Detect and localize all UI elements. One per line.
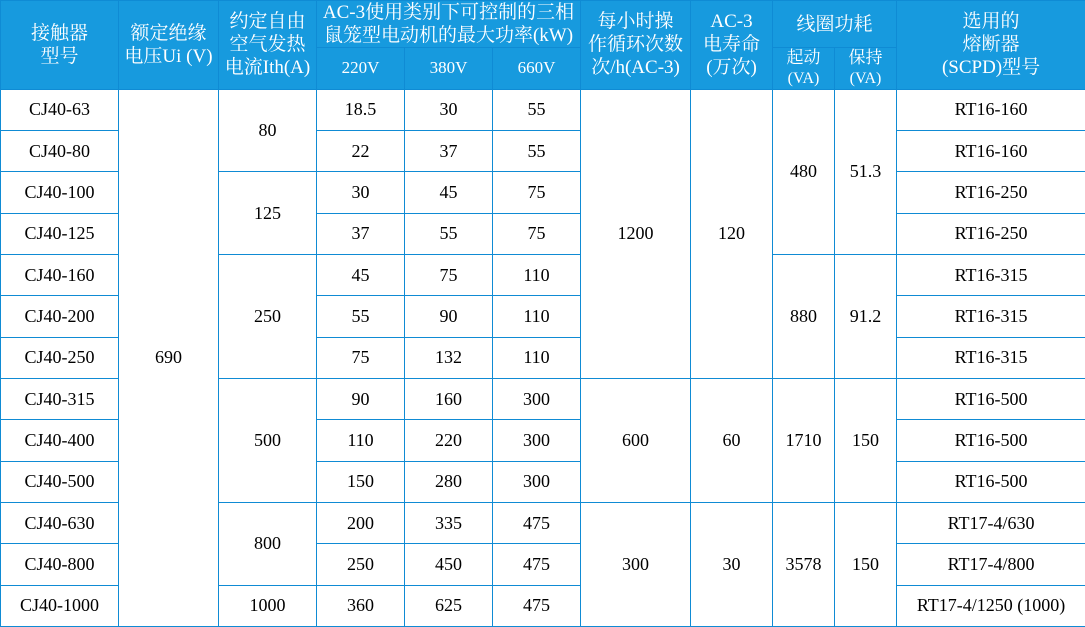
header-power-220v: 220V [317, 48, 405, 89]
cell-fuse: RT16-160 [897, 89, 1085, 130]
cell-power-380v: 335 [405, 502, 493, 543]
cell-power-660v: 475 [493, 544, 581, 585]
cell-fuse: RT16-250 [897, 213, 1085, 254]
cell-power-380v: 220 [405, 420, 493, 461]
cell-model: CJ40-800 [1, 544, 119, 585]
header-insulation-voltage: 额定绝缘 电压Ui (V) [119, 1, 219, 90]
cell-power-380v: 450 [405, 544, 493, 585]
cell-power-660v: 75 [493, 172, 581, 213]
cell-power-660v: 300 [493, 461, 581, 502]
cell-power-660v: 475 [493, 502, 581, 543]
cell-thermal-current: 800 [219, 502, 317, 585]
header-ac3-electrical-life: AC-3 电寿命 (万次) [691, 1, 773, 90]
cell-power-380v: 160 [405, 378, 493, 419]
cell-thermal-current: 125 [219, 172, 317, 255]
cell-power-380v: 132 [405, 337, 493, 378]
cell-coil-start: 480 [773, 89, 835, 254]
cell-coil-hold: 91.2 [835, 254, 897, 378]
cell-coil-hold: 51.3 [835, 89, 897, 254]
cell-model: CJ40-200 [1, 296, 119, 337]
cell-power-220v: 22 [317, 130, 405, 171]
cell-thermal-current: 250 [219, 254, 317, 378]
cell-power-220v: 110 [317, 420, 405, 461]
cell-model: CJ40-400 [1, 420, 119, 461]
cell-thermal-current: 500 [219, 378, 317, 502]
cell-fuse: RT16-500 [897, 461, 1085, 502]
cell-power-660v: 110 [493, 337, 581, 378]
cell-model: CJ40-500 [1, 461, 119, 502]
cell-fuse: RT16-315 [897, 254, 1085, 295]
cell-thermal-current: 80 [219, 89, 317, 172]
cell-coil-hold: 150 [835, 502, 897, 626]
cell-fuse: RT16-315 [897, 296, 1085, 337]
cell-ac3-electrical-life: 30 [691, 502, 773, 626]
cell-power-220v: 37 [317, 213, 405, 254]
cell-ac3-electrical-life: 60 [691, 378, 773, 502]
table-body [1, 89, 1085, 626]
cell-fuse: RT17-4/1250 (1000) [897, 585, 1085, 626]
cell-fuse: RT16-500 [897, 378, 1085, 419]
cell-fuse: RT16-160 [897, 130, 1085, 171]
cell-cycles-per-hour: 600 [581, 378, 691, 502]
cell-power-220v: 360 [317, 585, 405, 626]
cell-power-220v: 45 [317, 254, 405, 295]
cell-power-380v: 625 [405, 585, 493, 626]
cell-cycles-per-hour: 1200 [581, 89, 691, 378]
cell-power-380v: 30 [405, 89, 493, 130]
cell-power-660v: 75 [493, 213, 581, 254]
cell-fuse: RT16-250 [897, 172, 1085, 213]
cell-coil-start: 3578 [773, 502, 835, 626]
cell-power-380v: 90 [405, 296, 493, 337]
cell-power-220v: 18.5 [317, 89, 405, 130]
header-ac3-power-group: AC-3使用类别下可控制的三相 鼠笼型电动机的最大功率(kW) [317, 1, 581, 48]
cell-fuse: RT17-4/630 [897, 502, 1085, 543]
cell-power-380v: 37 [405, 130, 493, 171]
header-row-1 [1, 1, 1085, 48]
cell-power-220v: 55 [317, 296, 405, 337]
cell-power-220v: 30 [317, 172, 405, 213]
header-power-660v: 660V [493, 48, 581, 89]
cell-power-660v: 300 [493, 378, 581, 419]
cell-power-380v: 280 [405, 461, 493, 502]
cell-model: CJ40-63 [1, 89, 119, 130]
cell-coil-start: 1710 [773, 378, 835, 502]
cell-fuse: RT16-315 [897, 337, 1085, 378]
cell-thermal-current: 1000 [219, 585, 317, 626]
cell-power-220v: 150 [317, 461, 405, 502]
cell-model: CJ40-315 [1, 378, 119, 419]
cell-model: CJ40-250 [1, 337, 119, 378]
cell-power-660v: 110 [493, 254, 581, 295]
cell-model: CJ40-630 [1, 502, 119, 543]
table-row [1, 89, 1085, 130]
cell-model: CJ40-100 [1, 172, 119, 213]
cell-model: CJ40-125 [1, 213, 119, 254]
cell-coil-hold: 150 [835, 378, 897, 502]
header-coil-hold: 保持 (VA) [835, 48, 897, 89]
cell-power-380v: 55 [405, 213, 493, 254]
cell-power-660v: 300 [493, 420, 581, 461]
cell-fuse: RT17-4/800 [897, 544, 1085, 585]
header-cycles-per-hour: 每小时操 作循环次数 次/h(AC-3) [581, 1, 691, 90]
cell-cycles-per-hour: 300 [581, 502, 691, 626]
cell-power-660v: 110 [493, 296, 581, 337]
cell-power-660v: 55 [493, 89, 581, 130]
cell-power-220v: 90 [317, 378, 405, 419]
header-model: 接触器 型号 [1, 1, 119, 90]
header-fuse: 选用的 熔断器 (SCPD)型号 [897, 1, 1085, 90]
cell-coil-start: 880 [773, 254, 835, 378]
cell-insulation-voltage: 690 [119, 89, 219, 626]
cell-fuse: RT16-500 [897, 420, 1085, 461]
header-power-380v: 380V [405, 48, 493, 89]
cell-model: CJ40-1000 [1, 585, 119, 626]
cell-ac3-electrical-life: 120 [691, 89, 773, 378]
cell-power-660v: 55 [493, 130, 581, 171]
cell-power-220v: 250 [317, 544, 405, 585]
header-coil-power-group: 线圈功耗 [773, 1, 897, 48]
cell-power-380v: 75 [405, 254, 493, 295]
header-coil-start: 起动 (VA) [773, 48, 835, 89]
cell-power-220v: 75 [317, 337, 405, 378]
cell-model: CJ40-80 [1, 130, 119, 171]
header-thermal-current: 约定自由 空气发热 电流Ith(A) [219, 1, 317, 90]
cell-model: CJ40-160 [1, 254, 119, 295]
cell-power-220v: 200 [317, 502, 405, 543]
table-header [1, 1, 1085, 90]
cell-power-660v: 475 [493, 585, 581, 626]
cell-power-380v: 45 [405, 172, 493, 213]
